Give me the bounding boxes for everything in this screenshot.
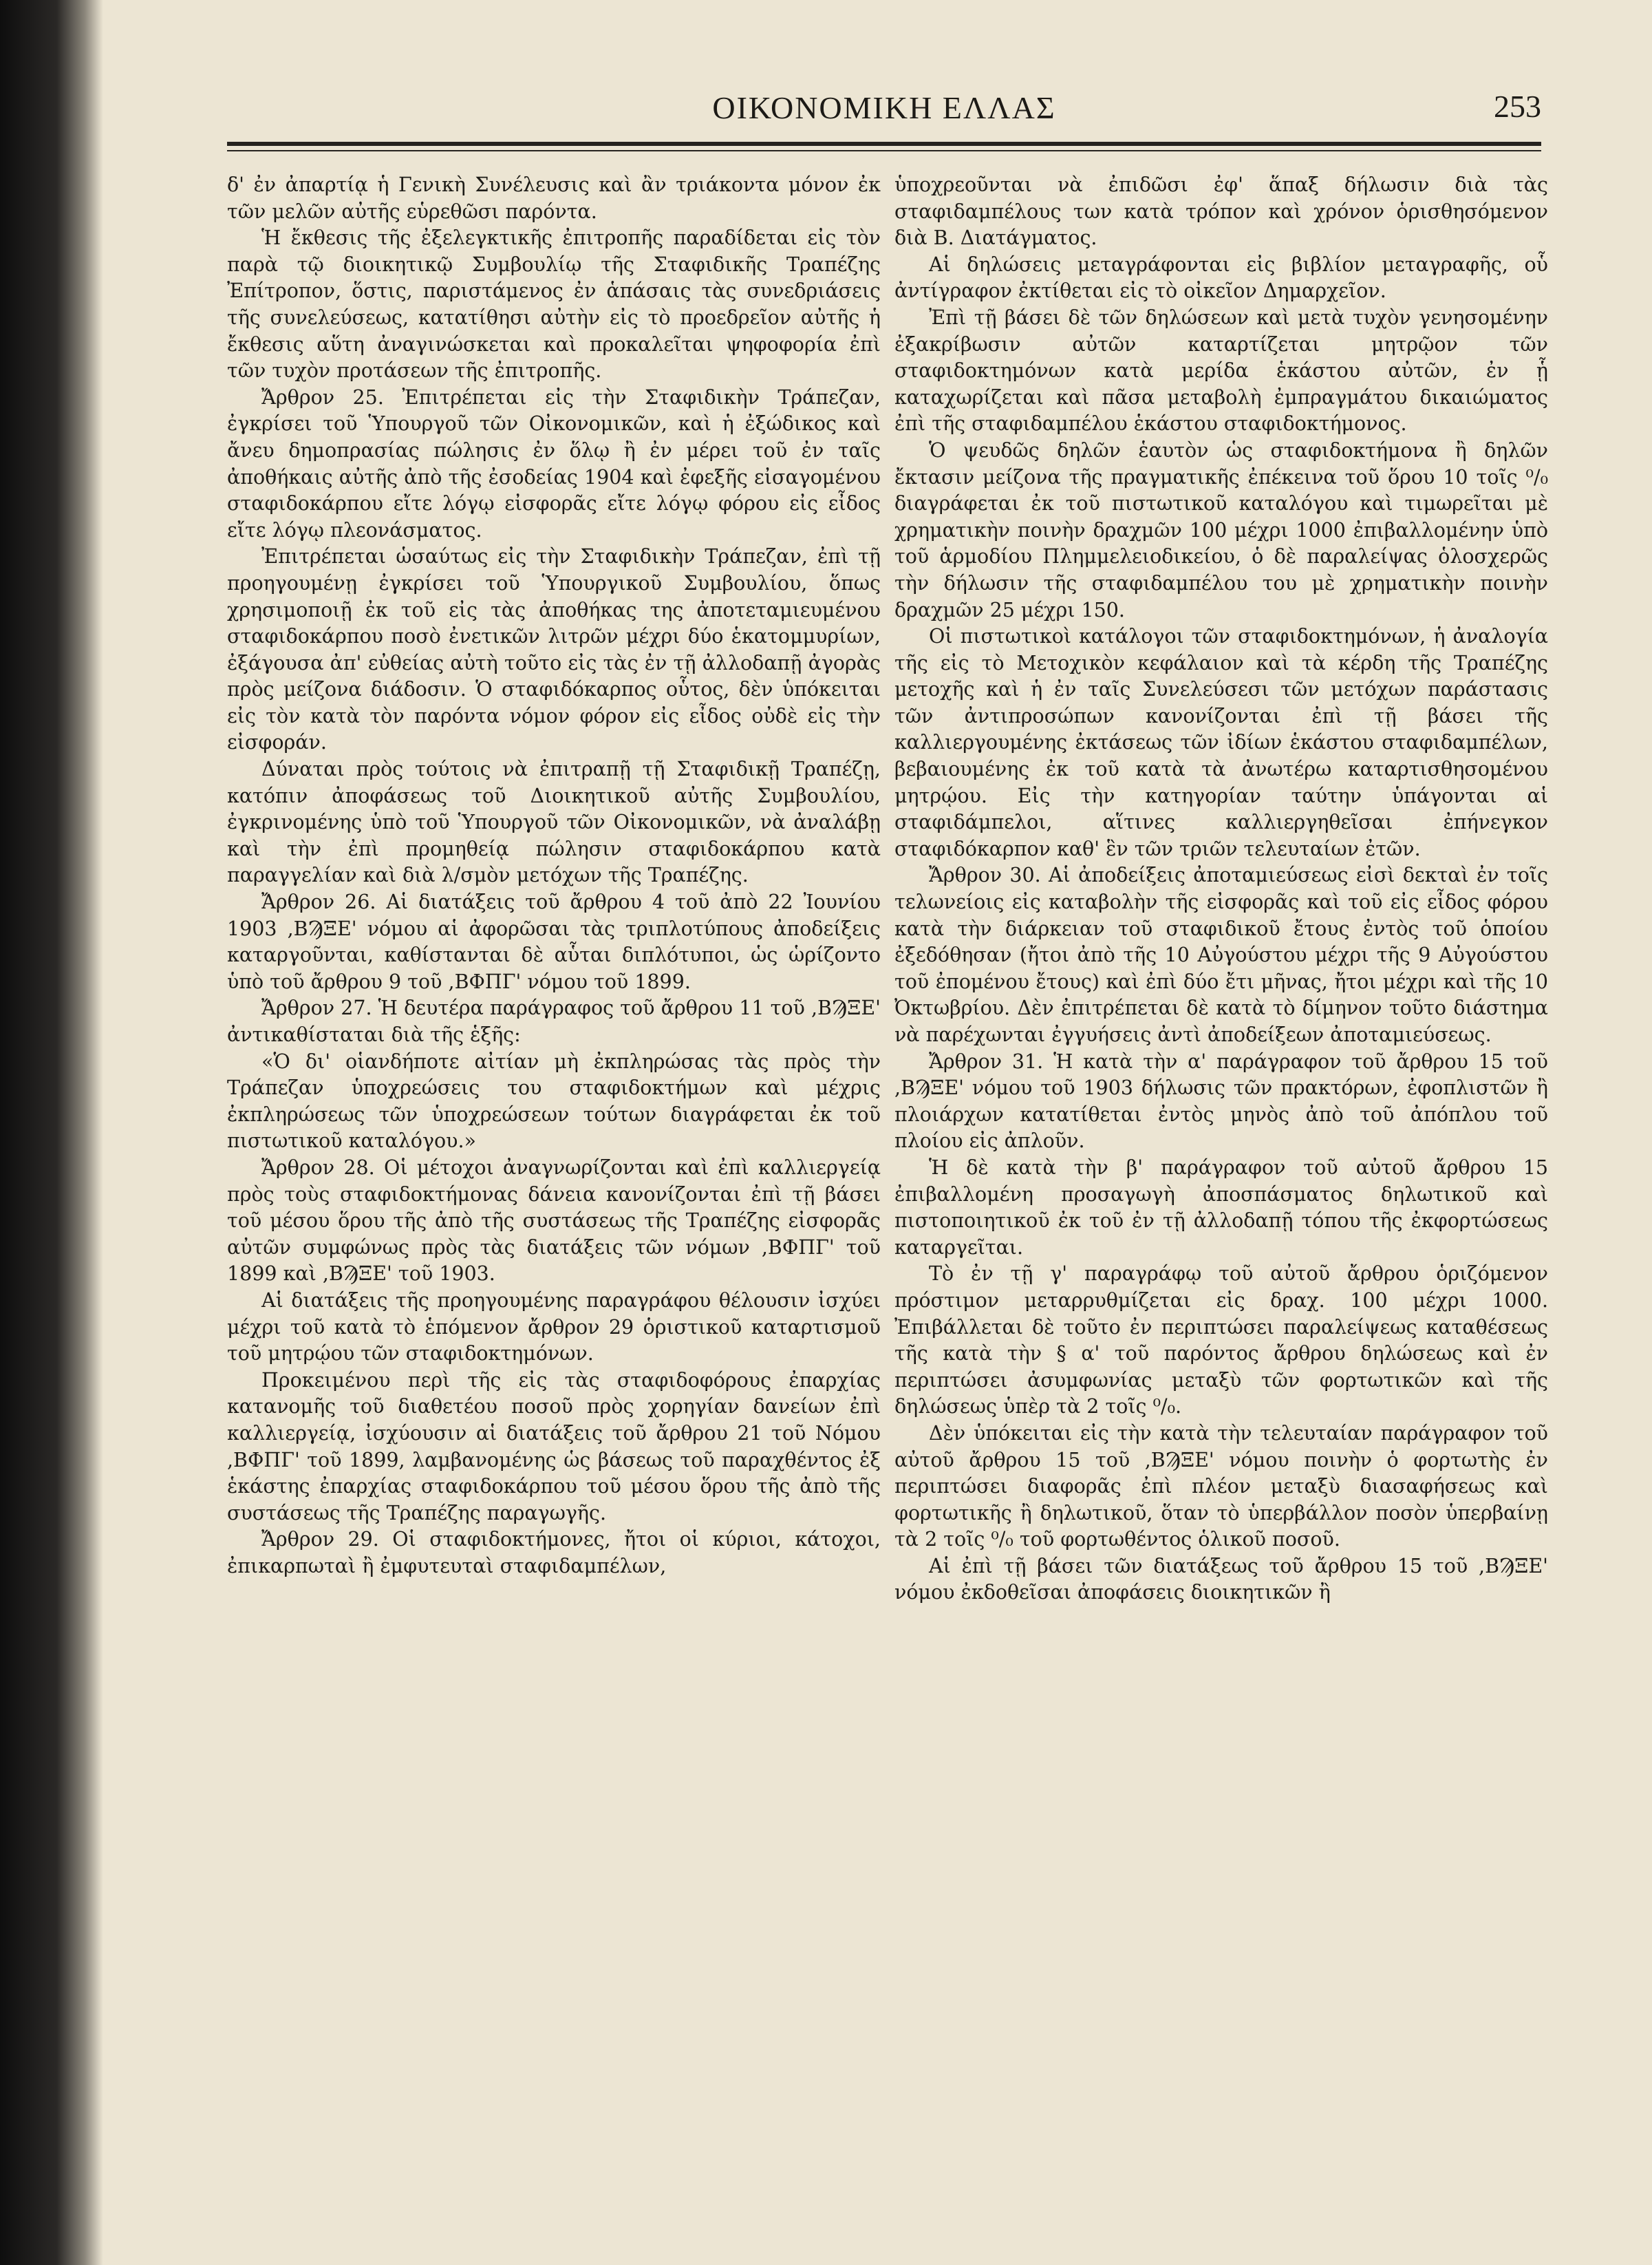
paragraph: Αἱ ἐπὶ τῇ βάσει τῶν διατάξεως τοῦ ἄρθρου 15 τοῦ ,ΒϠΞΕ' νόμου ἐκδοθεῖσαι ἀποφάσεις διοικητικῶν ἢ: [894, 1554, 1548, 1604]
paragraph: Δὲν ὑπόκειται εἰς τὴν κατὰ τὴν τελευταίαν παράγραφον τοῦ αὐτοῦ ἄρθρου 15 τοῦ ,ΒϠΞΕ' νόμου ποινὴν ὁ φορτωτὴς ἐν περιπτώσει διαφορᾶς ἐπὶ πλέον μεταξὺ διασαφήσεως καὶ φορτωτικῆς ἢ δηλωτικοῦ, ὅταν τὸ ὑπερβάλλον ποσὸν ὑπερβαίνῃ τὰ 2 τοῖς ⁰/₀ τοῦ φορτωθέντος ὁλικοῦ ποσοῦ.: [894, 1421, 1548, 1551]
paragraph: Αἱ δηλώσεις μεταγράφονται εἰς βιβλίον μεταγραφῆς, οὗ ἀντίγραφον ἐκτίθεται εἰς τὸ οἰκεῖον Δημαρχεῖον.: [894, 253, 1548, 303]
paragraph: Προκειμένου περὶ τῆς εἰς τὰς σταφιδοφόρους ἐπαρχίας κατανομῆς τοῦ διαθετέου ποσοῦ πρὸς χορηγίαν δανείων ἐπὶ καλλιεργείᾳ, ἰσχύουσιν αἱ διατάξεις τοῦ ἄρθρου 21 τοῦ Νόμου ,ΒΦΠΓ' τοῦ 1899, λαμβανομένης ὡς βάσεως τοῦ παραχθέντος ἐξ ἑκάστης ἐπαρχίας σταφιδοκάρπου τοῦ μέσου ὅρου τῆς ἀπὸ τῆς συστάσεως τῆς Τραπέζης παραγωγῆς.: [227, 1368, 881, 1524]
scan-binding-shadow: [0, 0, 103, 2265]
running-title: ΟΙΚΟΝΟΜΙΚΗ ΕΛΛΑΣ: [712, 90, 1056, 125]
paragraph: Ὁ ψευδῶς δηλῶν ἑαυτὸν ὡς σταφιδοκτήμονα ἢ δηλῶν ἔκτασιν μείζονα τῆς πραγματικῆς ἐπέκεινα τοῦ ὅρου 10 τοῖς ⁰/₀ διαγράφεται ἐκ τοῦ πιστωτικοῦ καταλόγου καὶ τιμωρεῖται μὲ χρηματικὴν ποινὴν δραχμῶν 100 μέχρι 1000 ἐπιβαλλομένην ὑπὸ τοῦ ἁρμοδίου Πλημμελειοδικείου, ὁ δὲ παραλείψας ὁλοσχερῶς τὴν δήλωσιν τῆς σταφιδαμπέλου του μὲ χρηματικὴν ποινὴν δραχμῶν 25 μέχρι 150.: [894, 438, 1548, 621]
paragraph: Ἡ ἔκθεσις τῆς ἐξελεγκτικῆς ἐπιτροπῆς παραδίδεται εἰς τὸν παρὰ τῷ διοικητικῷ Συμβουλίῳ τῆς Σταφιδικῆς Τραπέζης Ἐπίτροπον, ὅστις, παριστάμενος ἐν ἁπάσαις τὰς συνεδριάσεις τῆς συνελεύσεως, κατατίθησι αὐτὴν εἰς τὸ προεδρεῖον αὐτῆς ἡ ἔκθεσις αὕτη ἀναγινώσκεται καὶ προκαλεῖται ψηφοφορία ἐπὶ τῶν τυχὸν προτάσεων τῆς ἐπιτροπῆς.: [227, 226, 881, 383]
article-28: Ἄρθρον 28. Οἱ μέτοχοι ἀναγνωρίζονται καὶ ἐπὶ καλλιεργείᾳ πρὸς τοὺς σταφιδοκτήμονας δάνεια κανονίζονται ἐπὶ τῇ βάσει τοῦ μέσου ὅρου τῆς ἀπὸ τῆς συστάσεως τῆς Τραπέζης εἰσφορᾶς αὐτῶν συμφώνως πρὸς τὰς διατάξεις τῶν νόμων ,ΒΦΠΓ' τοῦ 1899 καὶ ,ΒϠΞΕ' τοῦ 1903.: [227, 1156, 881, 1286]
article-30: Ἄρθρον 30. Αἱ ἀποδείξεις ἀποταμιεύσεως εἰσὶ δεκταὶ ἐν τοῖς τελωνείοις εἰς καταβολὴν τῆς εἰσφορᾶς καὶ τοῦ εἰς εἶδος φόρου κατὰ τὴν διάρκειαν τοῦ σταφιδικοῦ ἔτους ἐντὸς τοῦ ὁποίου ἐξεδόθησαν (ἤτοι ἀπὸ τῆς 10 Αὐγούστου μέχρι τῆς 9 Αὐγούστου τοῦ ἐπομένου ἔτους) καὶ ἐπὶ δύο ἔτι μῆνας, ἤτοι μέχρι καὶ τῆς 10 Ὀκτωβρίου. Δὲν ἐπιτρέπεται δὲ κατὰ τὸ δίμηνον τοῦτο διάστημα νὰ παρέχωνται ἐγγυήσεις ἀντὶ ἀποδείξεων ἀποταμιεύσεως.: [894, 864, 1548, 1046]
paragraph: Ἡ δὲ κατὰ τὴν β' παράγραφον τοῦ αὐτοῦ ἄρθρου 15 ἐπιβαλλομένη προσαγωγὴ ἀποσπάσματος δηλωτικοῦ καὶ πιστοποιητικοῦ ἐκ τοῦ ἐν τῇ ἀλλοδαπῇ τόπου τῆς ἐκφορτώσεως καταργεῖται.: [894, 1156, 1548, 1259]
paragraph: δ' ἐν ἀπαρτίᾳ ἡ Γενικὴ Συνέλευσις καὶ ἂν τριάκοντα μόνον ἐκ τῶν μελῶν αὐτῆς εὑρεθῶσι παρόντα.: [227, 173, 881, 223]
paragraph: ὑποχρεοῦνται νὰ ἐπιδῶσι ἐφ' ἅπαξ δήλωσιν διὰ τὰς σταφιδαμπέλους των κατὰ τρόπον καὶ χρόνον ὁρισθησόμενον διὰ Β. Διατάγματος.: [894, 173, 1548, 250]
article-29: Ἄρθρον 29. Οἱ σταφιδοκτήμονες, ἤτοι οἱ κύριοι, κάτοχοι, ἐπικαρπωταὶ ἢ ἐμφυτευταὶ σταφιδαμπέλων,: [227, 1528, 881, 1577]
paragraph: Ἐπιτρέπεται ὡσαύτως εἰς τὴν Σταφιδικὴν Τράπεζαν, ἐπὶ τῇ προηγουμένῃ ἐγκρίσει τοῦ Ὑπουργικοῦ Συμβουλίου, ὅπως χρησιμοποιῇ ἐκ τοῦ εἰς τὰς ἀποθήκας της ἀποτεταμιευμένου σταφιδοκάρπου ποσὸ ἐνετικῶν λιτρῶν μέχρι δύο ἑκατομμυρίων, ἐξάγουσα ἀπ' εὐθείας αὐτὴ τοῦτο εἰς τὰς ἐν τῇ ἀλλοδαπῇ ἀγορὰς πρὸς μείζονα διάδοσιν. Ὁ σταφιδόκαρπος οὗτος, δὲν ὑπόκειται εἰς τὸν κατὰ τὸν παρόντα νόμον φόρον εἰς εἶδος οὐδὲ εἰς τὴν εἰσφοράν.: [227, 545, 881, 754]
article-26: Ἄρθρον 26. Αἱ διατάξεις τοῦ ἄρθρου 4 τοῦ ἀπὸ 22 Ἰουνίου 1903 ,ΒϠΞΕ' νόμου αἱ ἀφορῶσαι τὰς τριπλοτύπους ἀποδείξεις καταργοῦνται, καθίστανται δὲ αὗται διπλότυποι, ὡς ὡρίζοντο ὑπὸ τοῦ ἄρθρου 9 τοῦ ,ΒΦΠΓ' νόμου τοῦ 1899.: [227, 891, 881, 993]
paragraph: Δύναται πρὸς τούτοις νὰ ἐπιτραπῇ τῇ Σταφιδικῇ Τραπέζῃ, κατόπιν ἀποφάσεως τοῦ Διοικητικοῦ αὐτῆς Συμβουλίου, ἐγκρινομένης ὑπὸ τοῦ Ὑπουργοῦ τῶν Οἰκονομικῶν, νὰ ἀναλάβῃ καὶ τὴν ἐπὶ προμηθείᾳ πώλησιν σταφιδοκάρπου κατὰ παραγγελίαν καὶ διὰ λ/σμὸν μετόχων τῆς Τραπέζης.: [227, 758, 881, 887]
left-column: [227, 172, 881, 2230]
page-header: [227, 83, 1541, 138]
article-27: Ἄρθρον 27. Ἡ δευτέρα παράγραφος τοῦ ἄρθρου 11 τοῦ ,ΒϠΞΕ' ἀντικαθίσταται διὰ τῆς ἑξῆς:: [227, 997, 881, 1046]
paragraph: Οἱ πιστωτικοὶ κατάλογοι τῶν σταφιδοκτημόνων, ἡ ἀναλογία τῆς εἰς τὸ Μετοχικὸν κεφάλαιον καὶ τὰ κέρδη τῆς Τραπέζης μετοχῆς καὶ ἡ ἐν ταῖς Συνελεύσεσι τῶν μετόχων παράστασις τῶν ἀντιπροσώπων κανονίζονται ἐπὶ τῇ βάσει τῆς καλλιεργουμένης ἐκτάσεως τῶν ἰδίων ἑκάστου σταφιδαμπέλων, βεβαιουμένης ἐκ τοῦ κατὰ τὰ ἀνωτέρω καταρτισθησομένου μητρῴου. Εἰς τὴν κατηγορίαν ταύτην ὑπάγονται αἱ σταφιδάμπελοι, αἵτινες καλλιεργηθεῖσαι ἐπήνεγκον σταφιδόκαρπον καθ' ἓν τῶν τριῶν τελευταίων ἐτῶν.: [894, 625, 1548, 860]
paragraph: Αἱ διατάξεις τῆς προηγουμένης παραγράφου θέλουσιν ἰσχύει μέχρι τοῦ κατὰ τὸ ἑπόμενον ἄρθρον 29 ὁριστικοῦ καταρτισμοῦ τοῦ μητρῴου τῶν σταφιδοκτημόνων.: [227, 1288, 881, 1365]
article-25: Ἄρθρον 25. Ἐπιτρέπεται εἰς τὴν Σταφιδικὴν Τράπεζαν, ἐγκρίσει τοῦ Ὑπουργοῦ τῶν Οἰκονομικῶν, καὶ ἡ ἐξώδικος καὶ ἄνευ δημοπρασίας πώλησις ἐν ὅλῳ ἢ ἐν μέρει τοῦ ἐν ταῖς ἀποθήκαις αὐτῆς ἀπὸ τῆς ἐσοδείας 1904 καὶ ἐφεξῆς εἰσαγομένου σταφιδοκάρπου εἴτε λόγῳ εἰσφορᾶς εἴτε λόγῳ φόρου εἰς εἶδος εἴτε λόγῳ πλεονάσματος.: [227, 385, 881, 542]
page-number: 253: [1494, 89, 1541, 124]
paragraph: Ἐπὶ τῇ βάσει δὲ τῶν δηλώσεων καὶ μετὰ τυχὸν γενησομένην ἐξακρίβωσιν αὐτῶν καταρτίζεται μητρῷον τῶν σταφιδοκτημόνων κατὰ μερίδα ἑκάστου αὐτῶν, ἐν ᾗ καταχωρίζεται καὶ πᾶσα μεταβολὴ ἐμπραγμάτου δικαιώματος ἐπὶ τῆς σταφιδαμπέλου ἑκάστου σταφιδοκτήμονος.: [894, 306, 1548, 436]
header-rule-thin: [227, 150, 1541, 151]
paragraph: Τὸ ἐν τῇ γ' παραγράφῳ τοῦ αὐτοῦ ἄρθρου ὁριζόμενον πρόστιμον μεταρρυθμίζεται εἰς δραχ. 100 μέχρι 1000. Ἐπιβάλλεται δὲ τοῦτο ἐν περιπτώσει παραλείψεως καταθέσεως τῆς κατὰ τὴν § α' τοῦ παρόντος ἄρθρου δηλώσεως καὶ ἐν περιπτώσει ἀσυμφωνίας μεταξὺ τῶν φορτωτικῶν καὶ τῆς δηλώσεως ὑπὲρ τὰ 2 τοῖς ⁰/₀.: [894, 1262, 1548, 1418]
quoted-paragraph: «Ὁ δι' οἱανδήποτε αἰτίαν μὴ ἐκπληρώσας τὰς πρὸς τὴν Τράπεζαν ὑποχρεώσεις του σταφιδοκτήμων καὶ μέχρις ἐκπληρώσεως τῶν ὑποχρεώσεων τούτων διαγράφεται ἐκ τοῦ πιστωτικοῦ καταλόγου.»: [227, 1050, 881, 1153]
article-31: Ἄρθρον 31. Ἡ κατὰ τὴν α' παράγραφον τοῦ ἄρθρου 15 τοῦ ,ΒϠΞΕ' νόμου τοῦ 1903 δήλωσις τῶν πρακτόρων, ἐφοπλιστῶν ἢ πλοιάρχων κατατίθεται ἐντὸς μηνὸς ἀπὸ τοῦ ἀπόπλου τοῦ πλοίου εἰς ἀπλοῦν.: [894, 1050, 1548, 1153]
header-rule-thick: [227, 142, 1541, 146]
right-column: [894, 172, 1548, 2230]
